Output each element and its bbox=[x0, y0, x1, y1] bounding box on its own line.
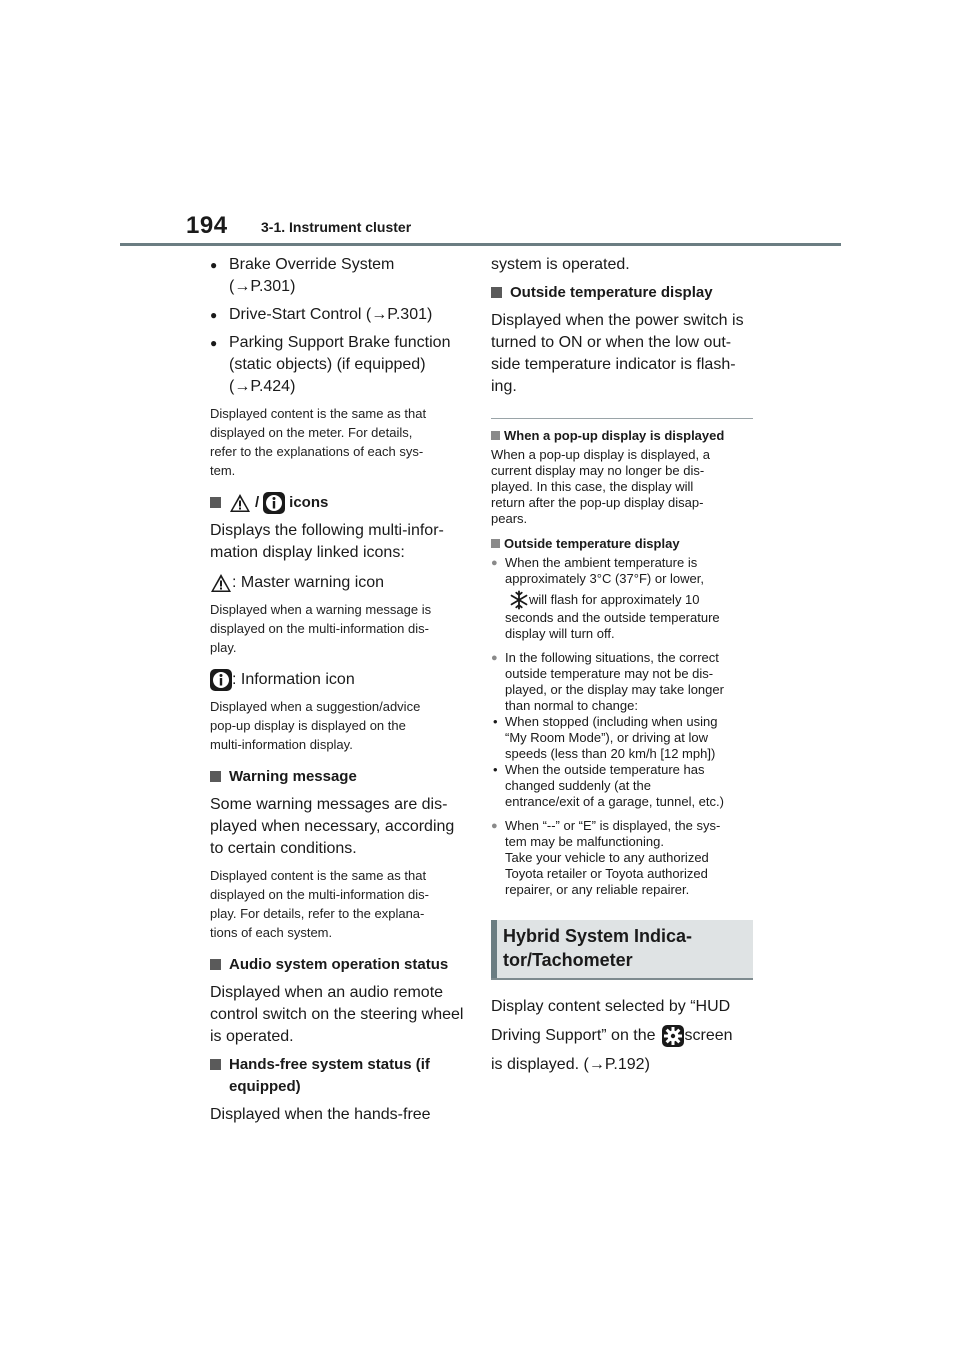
hybrid-section-title bbox=[491, 920, 753, 980]
text-line: (→P.301) bbox=[229, 278, 296, 295]
outside-temp-note-1 bbox=[491, 555, 753, 642]
text-line: tions of each system. bbox=[210, 925, 333, 940]
text-line: Driving Support” on the bbox=[491, 1027, 656, 1044]
snowflake-icon bbox=[509, 590, 529, 610]
text-line: seconds and the outside temperature bbox=[505, 610, 720, 625]
text-line: ● When “--” or “E” is displayed, the sys- bbox=[505, 818, 721, 833]
text-line: “My Room Mode”), or driving at low bbox=[505, 730, 708, 745]
outside-temp-sub-2 bbox=[491, 762, 753, 810]
separator: / bbox=[255, 494, 260, 511]
page-number: 194 bbox=[186, 212, 228, 239]
warning-message-heading: Warning message bbox=[210, 766, 472, 788]
text-line: played. In this case, the display will bbox=[491, 479, 694, 494]
audio-body bbox=[210, 982, 472, 1048]
handsfree-body: Displayed when the hands-free bbox=[210, 1106, 431, 1123]
text-line: ing. bbox=[491, 378, 517, 395]
text-line: Take your vehicle to any authorized bbox=[505, 850, 709, 865]
text-line: When a pop-up display is displayed, a bbox=[491, 447, 710, 462]
text-line: (→P.424) bbox=[229, 378, 296, 395]
text-line: tem may be malfunctioning. bbox=[505, 834, 664, 849]
text-line: play. For details, refer to the explana- bbox=[210, 906, 425, 921]
gear-line bbox=[491, 1021, 753, 1050]
master-warning-label: : Master warning icon bbox=[232, 574, 385, 591]
text-line: outside temperature may not be dis- bbox=[505, 666, 714, 681]
outside-temp-note-heading: Outside temperature display bbox=[491, 535, 753, 553]
heading-text: icons bbox=[289, 494, 329, 511]
text-line: displayed on the multi-information dis- bbox=[210, 887, 429, 902]
icons-heading bbox=[210, 492, 472, 514]
text-line: entrance/exit of a garage, tunnel, etc.) bbox=[505, 794, 724, 809]
information-label: : Information icon bbox=[232, 671, 355, 688]
text-line: • When the outside temperature has bbox=[505, 762, 705, 777]
text-line: play. bbox=[210, 640, 237, 655]
text-line: will flash for approximately 10 bbox=[529, 592, 700, 607]
text-line: displayed on the multi-information dis- bbox=[210, 621, 429, 636]
text-line: Displayed content is the same as that bbox=[210, 868, 427, 883]
notes-divider bbox=[491, 418, 753, 419]
meter-note bbox=[210, 404, 472, 480]
text-line: multi-information display. bbox=[210, 737, 353, 752]
text-line: equipped) bbox=[229, 1078, 301, 1095]
continued-text: system is operated. bbox=[491, 256, 630, 273]
text-line: ● In the following situations, the correct bbox=[505, 650, 719, 665]
master-warning-note bbox=[210, 600, 472, 657]
text-line: Some warning messages are dis- bbox=[210, 796, 448, 813]
text-line: refer to the explanations of each sys- bbox=[210, 444, 424, 459]
bullet-brake-override bbox=[210, 254, 472, 298]
text-line: repairer, or any reliable repairer. bbox=[505, 882, 690, 897]
gear-icon bbox=[661, 1024, 685, 1048]
text-line: is operated. bbox=[210, 1028, 294, 1045]
information-icon bbox=[263, 492, 285, 514]
text-line: Displays the following multi-infor- bbox=[210, 522, 444, 539]
text-line: ● Parking Support Brake function bbox=[229, 334, 451, 351]
text-line: ● Drive-Start Control (→P.301) bbox=[229, 306, 433, 323]
text-line: • When stopped (including when using bbox=[505, 714, 718, 729]
text-line: side temperature indicator is flash- bbox=[491, 356, 736, 373]
bullet-parking-support bbox=[210, 332, 472, 398]
outside-temp-note-3 bbox=[491, 818, 753, 898]
hybrid-body bbox=[491, 992, 753, 1079]
text-line: Hybrid System Indica- bbox=[503, 926, 693, 946]
text-line: current display may no longer be dis- bbox=[491, 463, 705, 478]
handsfree-heading bbox=[210, 1054, 472, 1098]
text-line: is displayed. (→P.192) bbox=[491, 1056, 650, 1073]
outside-temp-sub-1 bbox=[491, 714, 753, 762]
text-line: Display content selected by “HUD bbox=[491, 998, 731, 1015]
text-line: ● Brake Override System bbox=[229, 256, 395, 273]
text-line: played when necessary, according bbox=[210, 818, 455, 835]
snowflake-line bbox=[509, 590, 753, 610]
text-line: speeds (less than 20 km/h [12 mph]) bbox=[505, 746, 716, 761]
information-note bbox=[210, 697, 472, 754]
text-line: Toyota retailer or Toyota authorized bbox=[505, 866, 708, 881]
text-line: screen bbox=[684, 1027, 733, 1044]
icons-body bbox=[210, 520, 472, 564]
outside-temp-note-2 bbox=[491, 650, 753, 714]
text-line: Displayed when a suggestion/advice bbox=[210, 699, 421, 714]
text-line: changed suddenly (at the bbox=[505, 778, 651, 793]
warning-message-note bbox=[210, 866, 472, 942]
header-rule bbox=[120, 243, 841, 246]
audio-heading: Audio system operation status bbox=[210, 954, 472, 976]
text-line: pop-up display is displayed on the bbox=[210, 718, 406, 733]
left-column bbox=[210, 254, 472, 1132]
text-line: displayed on the meter. For details, bbox=[210, 425, 413, 440]
text-line: Displayed content is the same as that bbox=[210, 406, 427, 421]
bullet-drive-start bbox=[210, 304, 472, 326]
text-line: approximately 3°C (37°F) or lower, bbox=[505, 571, 704, 586]
outside-temp-heading: Outside temperature display bbox=[491, 282, 753, 304]
text-line: Displayed when an audio remote bbox=[210, 984, 444, 1001]
text-line: display will turn off. bbox=[505, 626, 615, 641]
text-line: played, or the display may take longer bbox=[505, 682, 724, 697]
outside-temp-body bbox=[491, 310, 753, 398]
text-line: mation display linked icons: bbox=[210, 544, 405, 561]
text-line: Hands-free system status (if bbox=[229, 1056, 430, 1073]
information-icon bbox=[210, 669, 232, 691]
text-line: Displayed when the power switch is bbox=[491, 312, 744, 329]
popup-body bbox=[491, 447, 753, 527]
text-line: return after the pop-up display disap- bbox=[491, 495, 704, 510]
text-line: tor/Tachometer bbox=[503, 950, 633, 970]
text-line: control switch on the steering wheel bbox=[210, 1006, 464, 1023]
text-line: pears. bbox=[491, 511, 528, 526]
text-line: turned to ON or when the low out- bbox=[491, 334, 732, 351]
popup-heading: When a pop-up display is displayed bbox=[491, 427, 753, 445]
warning-triangle-icon bbox=[210, 572, 232, 594]
right-column bbox=[491, 254, 753, 1085]
section-title: 3-1. Instrument cluster bbox=[261, 219, 412, 235]
text-line: Displayed when a warning message is bbox=[210, 602, 432, 617]
text-line: tem. bbox=[210, 463, 236, 478]
text-line: ● When the ambient temperature is bbox=[505, 555, 698, 570]
master-warning-line bbox=[210, 572, 472, 594]
text-line: (static objects) (if equipped) bbox=[229, 356, 426, 373]
text-line: than normal to change: bbox=[505, 698, 638, 713]
information-line bbox=[210, 669, 472, 691]
warning-message-body bbox=[210, 794, 472, 860]
text-line: to certain conditions. bbox=[210, 840, 357, 857]
warning-triangle-icon bbox=[229, 492, 251, 514]
